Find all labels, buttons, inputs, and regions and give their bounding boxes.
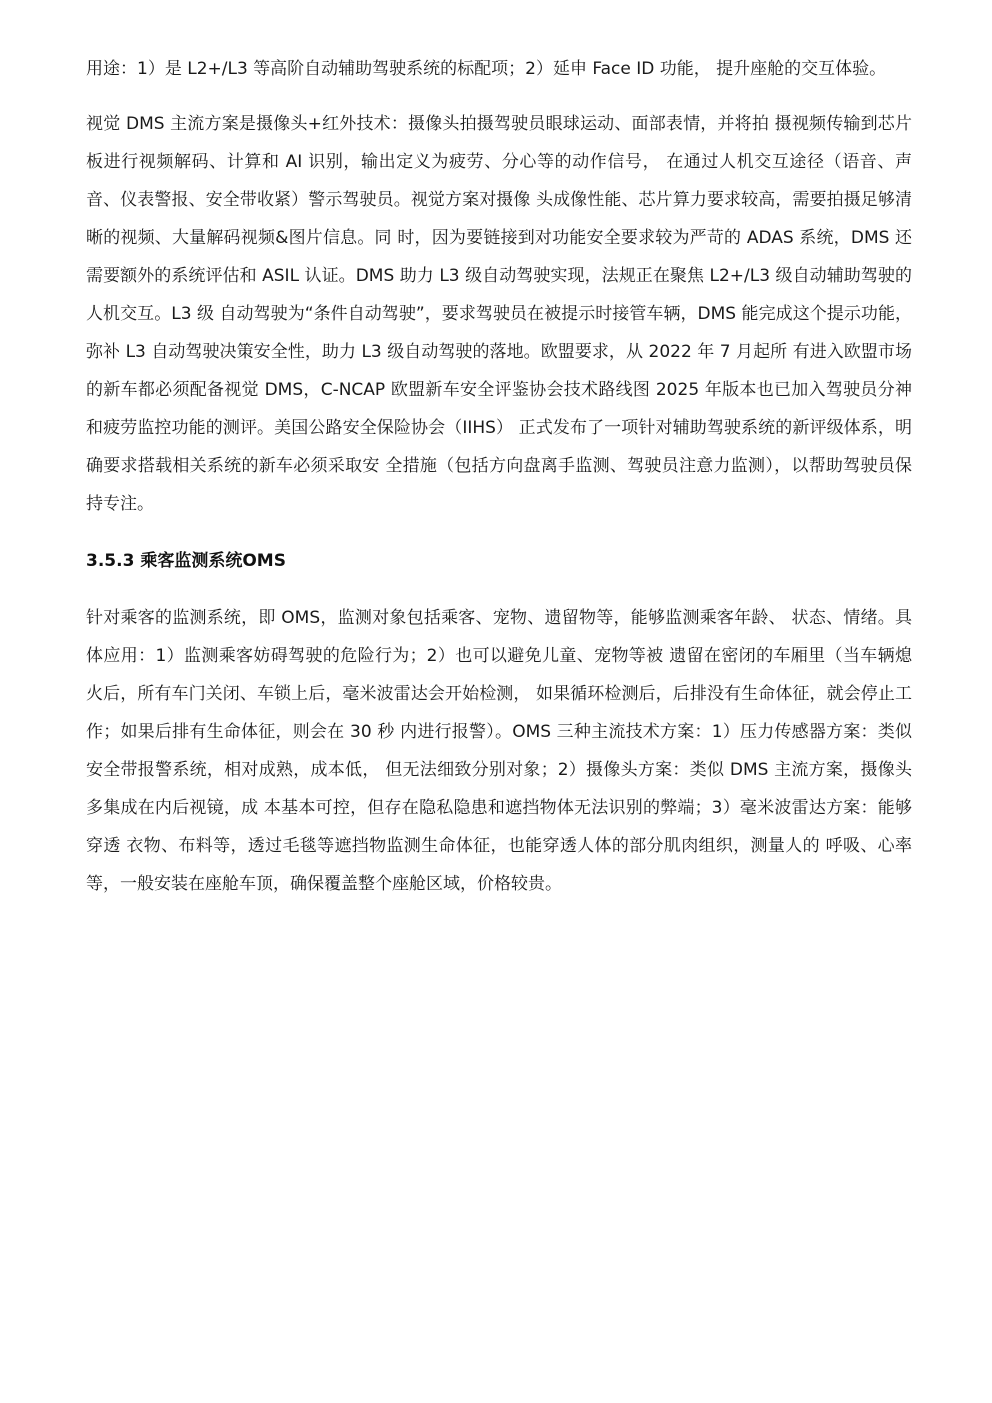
paragraph-visual-dms: 视觉 DMS 主流方案是摄像头+红外技术：摄像头拍摄驾驶员眼球运动、面部表情，并将拍 摄视频传输到芯片板进行视频解码、计算和 AI 识别，输出定义为疲劳、分心等的动作信号， 在通过人机交互途径（语音、声音、仪表警报、安全带收紧）警示驾驶员。视觉方案对摄像 头成像性能、芯片算力要求较高，需要拍摄足够清晰的视频、大量解码视频&图片信息。同 时，因为要链接到对功能安全要求较为严苛的 ADAS 系统，DMS 还需要额外的系统评估和 ASIL 认证。DMS 助力 L3 级自动驾驶实现，法规正在聚焦 L2+/L3 级自动辅助驾驶的人机交互。L3 级 自动驾驶为“条件自动驾驶”，要求驾驶员在被提示时接管车辆，DMS 能完成这个提示功能， 弥补 L3 自动驾驶决策安全性，助力 L3 级自动驾驶的落地。欧盟要求，从 2022 年 7 月起所 有进入欧盟市场的新车都必须配备视觉 DMS，C-NCAP 欧盟新车安全评鉴协会技术路线图 2025 年版本也已加入驾驶员分神和疲劳监控功能的测评。美国公路安全保险协会（IIHS） 正式发布了一项针对辅助驾驶系统的新评级体系，明确要求搭载相关系统的新车必须采取安 全措施（包括方向盘离手监测、驾驶员注意力监测），以帮助驾驶员保持专注。 <box>86 114 912 514</box>
document-page <box>86 50 912 903</box>
paragraph-face-id-usage: 用途：1）是 L2+/L3 等高阶自动辅助驾驶系统的标配项；2）延申 Face ID 功能， 提升座舱的交互体验。 <box>86 59 887 79</box>
paragraph-oms: 针对乘客的监测系统，即 OMS，监测对象包括乘客、宠物、遗留物等，能够监测乘客年龄、 状态、情绪。具体应用：1）监测乘客妨碍驾驶的危险行为；2）也可以避免儿童、宠物等被 遗留在密闭的车厢里（当车辆熄火后，所有车门关闭、车锁上后，毫米波雷达会开始检测， 如果循环检测后，后排没有生命体征，就会停止工作；如果后排有生命体征，则会在 30 秒 内进行报警）。OMS 三种主流技术方案：1）压力传感器方案：类似安全带报警系统，相对成熟，成本低， 但无法细致分别对象；2）摄像头方案：类似 DMS 主流方案，摄像头多集成在内后视镜，成 本基本可控，但存在隐私隐患和遮挡物体无法识别的弊端；3）毫米波雷达方案：能够穿透 衣物、布料等，透过毛毯等遮挡物监测生命体征，也能穿透人体的部分肌肉组织，测量人的 呼吸、心率等，一般安装在座舱车顶，确保覆盖整个座舱区域，价格较贵。 <box>86 608 912 894</box>
section-heading-oms: 3.5.3 乘客监测系统OMS <box>86 551 286 571</box>
